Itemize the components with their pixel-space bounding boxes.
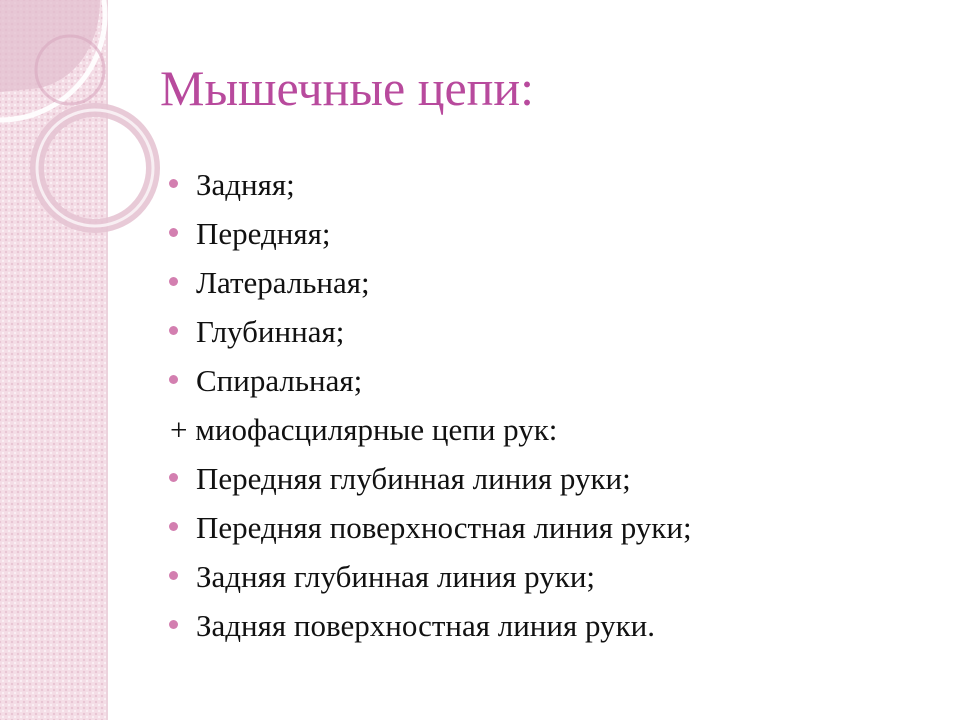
list-item bbox=[166, 160, 946, 209]
list-item-text: Задняя; bbox=[196, 167, 295, 202]
bullet-dot-icon bbox=[169, 571, 178, 580]
list-item-text: Латеральная; bbox=[196, 265, 370, 300]
content-list bbox=[166, 160, 946, 650]
list-item-text: + миофасцилярные цепи рук: bbox=[170, 412, 558, 447]
list-item bbox=[166, 454, 946, 503]
deco-ring-highlight bbox=[37, 110, 153, 226]
list-item-text: Передняя глубинная линия руки; bbox=[196, 461, 631, 496]
bullet-dot-icon bbox=[169, 522, 178, 531]
list-item bbox=[166, 356, 946, 405]
bullet-dot-icon bbox=[169, 473, 178, 482]
bullet-dot-icon bbox=[169, 228, 178, 237]
list-item-text: Передняя; bbox=[196, 216, 331, 251]
bullet-dot-icon bbox=[169, 179, 178, 188]
list-item-text: Задняя глубинная линия руки; bbox=[196, 559, 596, 594]
list-item-text: Глубинная; bbox=[196, 314, 345, 349]
list-item bbox=[166, 209, 946, 258]
list-item bbox=[166, 307, 946, 356]
slide-title: Мышечные цепи: bbox=[160, 60, 535, 116]
list-item-text: Передняя поверхностная линия руки; bbox=[196, 510, 692, 545]
list-item bbox=[166, 552, 946, 601]
list-item-text: Задняя поверхностная линия руки. bbox=[196, 608, 655, 643]
bullet-dot-icon bbox=[169, 277, 178, 286]
decorative-circles bbox=[0, 0, 130, 240]
bullet-dot-icon bbox=[169, 375, 178, 384]
list-item bbox=[166, 601, 946, 650]
list-subheading bbox=[166, 405, 946, 454]
bullet-dot-icon bbox=[169, 620, 178, 629]
list-item-text: Спиральная; bbox=[196, 363, 363, 398]
bullet-dot-icon bbox=[169, 326, 178, 335]
list-item bbox=[166, 503, 946, 552]
list-item bbox=[166, 258, 946, 307]
